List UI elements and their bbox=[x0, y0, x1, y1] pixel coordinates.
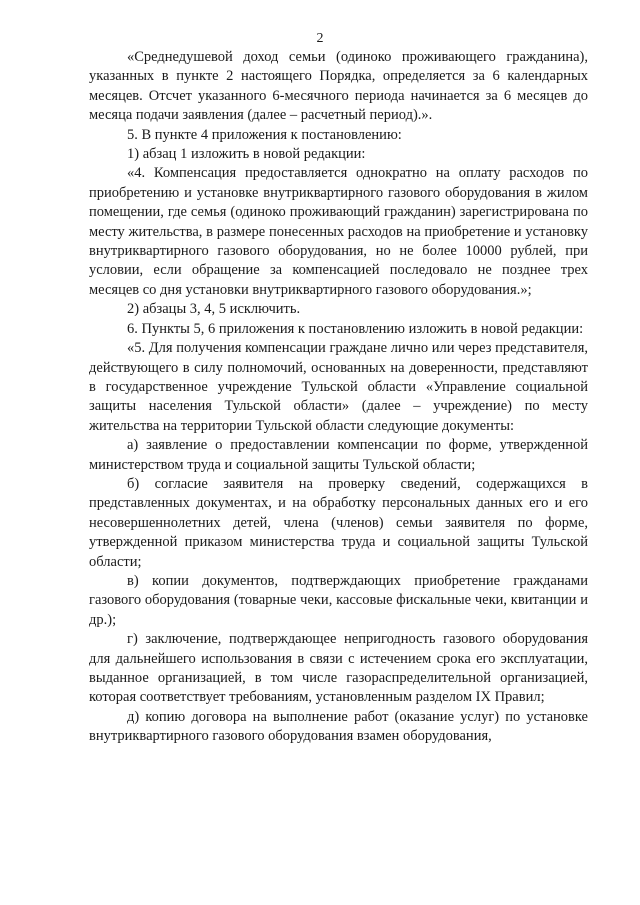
paragraph-doc-a: а) заявление о предоставлении компенсации по форме, утвержденной министерством труда и социальной защиты Тульской области; bbox=[89, 437, 588, 473]
paragraph-doc-b: б) согласие заявителя на проверку сведений, содержащихся в представленных документах, и на обработку персональных данных его и его несовершеннолетних детей, члена (членов) семьи заявителя по форме, утвержденной приказом министерства труда и социальной защиты Тульской области; bbox=[89, 475, 588, 570]
document-body bbox=[89, 48, 588, 747]
paragraph-item-5-1: 1) абзац 1 изложить в новой редакции: bbox=[127, 146, 366, 163]
paragraph-doc-d: д) копию договора на выполнение работ (оказание услуг) по установке внутриквартирного газового оборудования взамен оборудования, bbox=[89, 708, 588, 745]
paragraph-doc-v: в) копии документов, подтверждающих приобретение гражданами газового оборудования (товарные чеки, кассовые фискальные чеки, квитанции и др.); bbox=[89, 572, 588, 628]
paragraph-income-definition: «Среднедушевой доход семьи (одиноко проживающего гражданина), указанных в пункте 2 настоящего Порядка, определяется за 6 календарных месяцев. Отсчет указанного 6-месячного периода начинается за 6 месяцев до месяца подачи заявления (далее – расчетный период).». bbox=[89, 49, 588, 124]
paragraph-item-6: 6. Пункты 5, 6 приложения к постановлению изложить в новой редакции: bbox=[127, 320, 584, 337]
paragraph-item-5-2: 2) абзацы 3, 4, 5 исключить. bbox=[127, 301, 301, 318]
paragraph-compensation-4: «4. Компенсация предоставляется однократно на оплату расходов по приобретению и установке внутриквартирного газового оборудования в жилом помещении, где семья (одиноко проживающий гражданин) зарегистрирована по месту жительства, в размере понесенных расходов на приобретение и установку внутриквартирного газового оборудования, но не более 10000 рублей, при условии, если обращение за компенсацией последовало не позднее трех месяцев со дня установки внутриквартирного газового оборудования.»; bbox=[89, 165, 588, 298]
paragraph-item-5: 5. В пункте 4 приложения к постановлению: bbox=[127, 126, 402, 143]
paragraph-compensation-5: «5. Для получения компенсации граждане лично или через представителя, действующего в силу полномочий, основанных на доверенности, представляют в государственное учреждение Тульской области «Управление социальной защиты населения Тульской области» (далее – учреждение) по месту жительства на территории Тульской области следующие документы: bbox=[89, 340, 588, 434]
page-number: 2 bbox=[316, 31, 324, 46]
paragraph-doc-g: г) заключение, подтверждающее непригодность газового оборудования для дальнейшего использования в связи с истечением срока его эксплуатации, выданное организацией, в том числе газораспределительной организацией, которая соответствует требованиям, установленным разделом IX Правил; bbox=[89, 631, 588, 706]
